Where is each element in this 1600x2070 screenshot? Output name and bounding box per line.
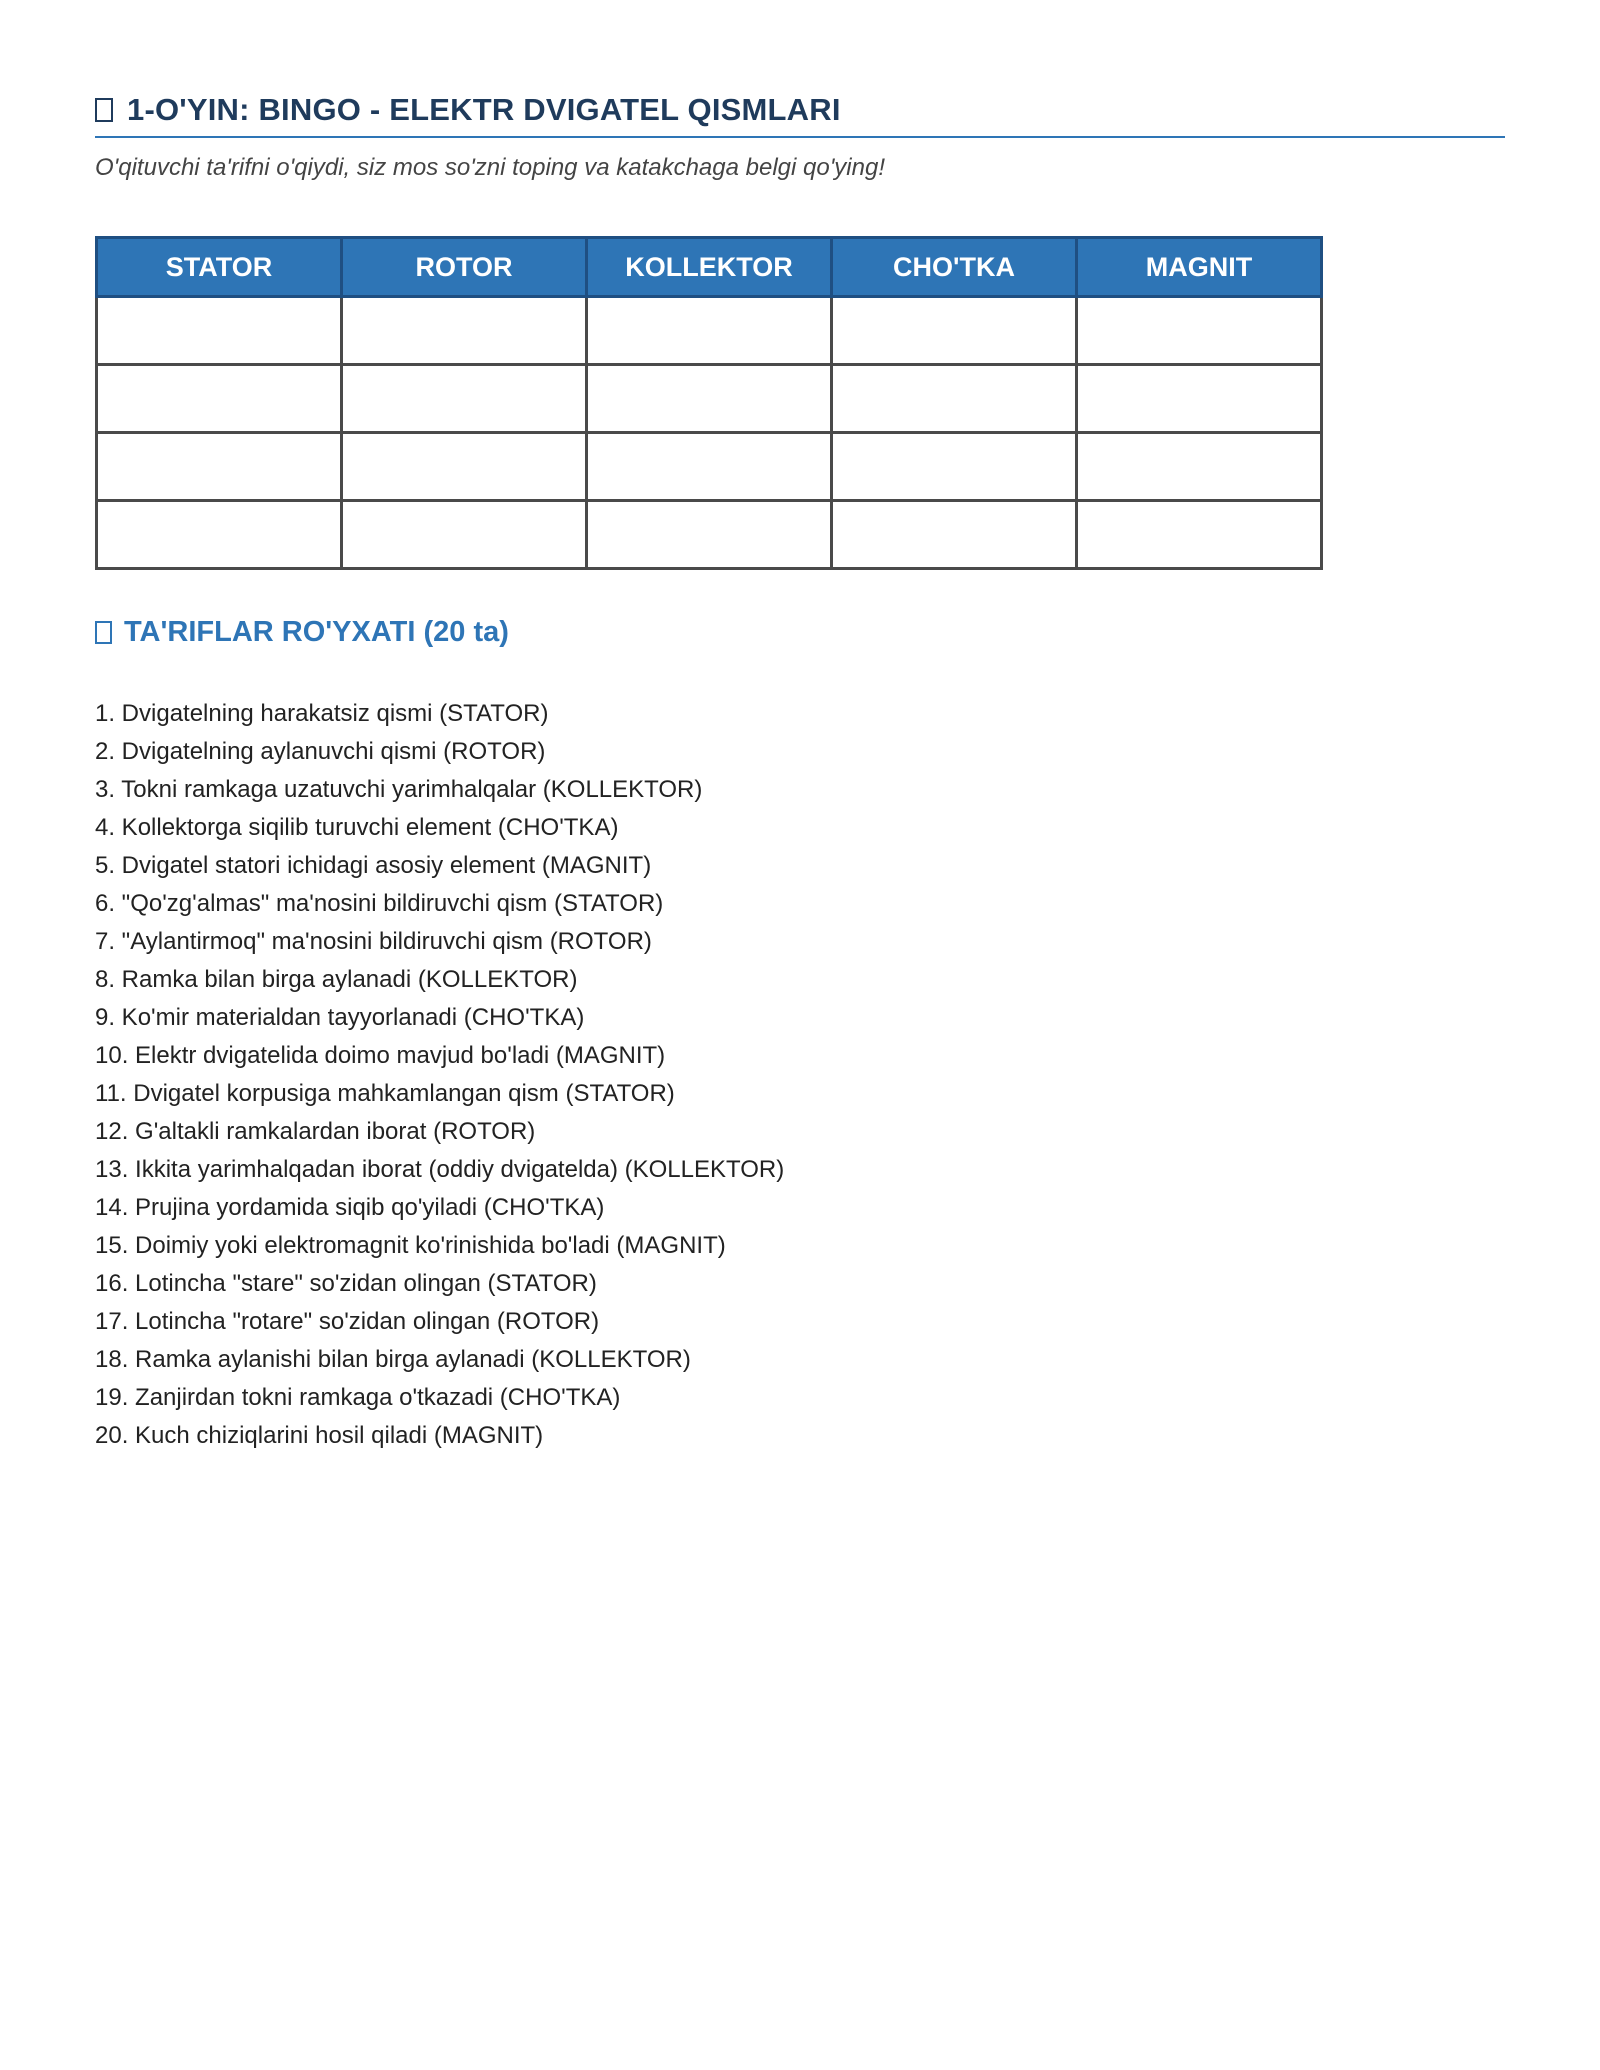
bingo-header-kollektor: KOLLEKTOR [587, 238, 832, 297]
bingo-cell[interactable] [832, 365, 1077, 433]
bingo-cell[interactable] [832, 297, 1077, 365]
bingo-cell[interactable] [587, 501, 832, 569]
bingo-header-rotor: ROTOR [342, 238, 587, 297]
bingo-cell[interactable] [587, 297, 832, 365]
definition-item: 9. Ko'mir materialdan tayyorlanadi (CHO'TKA) [95, 1004, 585, 1031]
bingo-row [97, 433, 1322, 501]
bingo-cell[interactable] [1077, 297, 1322, 365]
bingo-cell[interactable] [342, 501, 587, 569]
bingo-header-row [97, 238, 1322, 297]
definition-item: 20. Kuch chiziqlarini hosil qiladi (MAGNIT) [95, 1422, 544, 1449]
definition-item: 8. Ramka bilan birga aylanadi (KOLLEKTOR) [95, 966, 578, 993]
definition-item: 12. G'altakli ramkalardan iborat (ROTOR) [95, 1118, 536, 1145]
bingo-cell[interactable] [1077, 501, 1322, 569]
definition-item: 5. Dvigatel statori ichidagi asosiy element (MAGNIT) [95, 852, 652, 879]
definition-item: 19. Zanjirdan tokni ramkaga o'tkazadi (CHO'TKA) [95, 1384, 621, 1411]
page-title: 1-O'YIN: BINGO - ELEKTR DVIGATEL QISMLARI [127, 92, 841, 127]
bingo-cell[interactable] [97, 297, 342, 365]
bingo-cell[interactable] [97, 433, 342, 501]
bingo-cell[interactable] [1077, 365, 1322, 433]
definition-item: 10. Elektr dvigatelida doimo mavjud bo'ladi (MAGNIT) [95, 1042, 666, 1069]
definition-item: 1. Dvigatelning harakatsiz qismi (STATOR) [95, 700, 549, 727]
bingo-cell[interactable] [1077, 433, 1322, 501]
bingo-cell[interactable] [342, 365, 587, 433]
bingo-cell[interactable] [342, 433, 587, 501]
definition-item: 11. Dvigatel korpusiga mahkamlangan qism (STATOR) [95, 1080, 675, 1107]
definitions-heading-row [95, 616, 1505, 649]
bingo-cell[interactable] [832, 433, 1077, 501]
bingo-header-magnit: MAGNIT [1077, 238, 1322, 297]
definition-item: 6. "Qo'zg'almas" ma'nosini bildiruvchi qism (STATOR) [95, 890, 664, 917]
bingo-header-chotka: CHO'TKA [832, 238, 1077, 297]
bingo-header-stator: STATOR [97, 238, 342, 297]
bingo-row [97, 501, 1322, 569]
definition-item: 7. "Aylantirmoq" ma'nosini bildiruvchi qism (ROTOR) [95, 928, 652, 955]
definition-item: 16. Lotincha "stare" so'zidan olingan (STATOR) [95, 1270, 597, 1297]
instruction-text: O'qituvchi ta'rifni o'qiydi, siz mos so'zni toping va katakchaga belgi qo'ying! [95, 154, 885, 181]
definition-item: 15. Doimiy yoki elektromagnit ko'rinishida bo'ladi (MAGNIT) [95, 1232, 726, 1259]
bingo-row [97, 297, 1322, 365]
title-row [95, 92, 1505, 138]
definition-item: 18. Ramka aylanishi bilan birga aylanadi (KOLLEKTOR) [95, 1346, 691, 1373]
definition-item: 14. Prujina yordamida siqib qo'yiladi (CHO'TKA) [95, 1194, 605, 1221]
bingo-grid [95, 236, 1323, 570]
bingo-cell[interactable] [97, 501, 342, 569]
bingo-cell[interactable] [587, 365, 832, 433]
definition-item: 4. Kollektorga siqilib turuvchi element (CHO'TKA) [95, 814, 619, 841]
definition-item: 3. Tokni ramkaga uzatuvchi yarimhalqalar (KOLLEKTOR) [95, 776, 703, 803]
definition-item: 2. Dvigatelning aylanuvchi qismi (ROTOR) [95, 738, 546, 765]
bingo-cell[interactable] [832, 501, 1077, 569]
definition-item: 17. Lotincha "rotare" so'zidan olingan (ROTOR) [95, 1308, 600, 1335]
bingo-cell[interactable] [342, 297, 587, 365]
placeholder-glyph-icon [95, 621, 112, 644]
definition-item: 13. Ikkita yarimhalqadan iborat (oddiy dvigatelda) (KOLLEKTOR) [95, 1156, 785, 1183]
definitions-title: TA'RIFLAR RO'YXATI (20 ta) [124, 616, 509, 648]
bingo-row [97, 365, 1322, 433]
definitions-list [95, 695, 1505, 1455]
placeholder-glyph-icon [95, 98, 113, 122]
bingo-cell[interactable] [587, 433, 832, 501]
bingo-cell[interactable] [97, 365, 342, 433]
